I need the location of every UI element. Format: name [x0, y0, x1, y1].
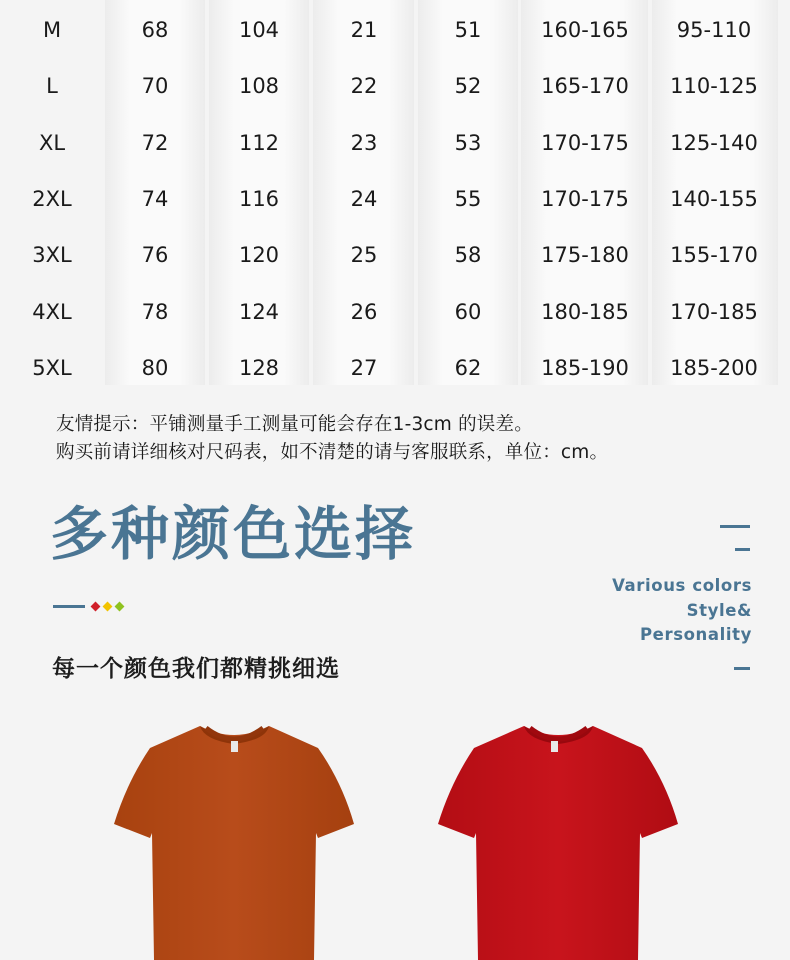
table-cell: 155-170 [670, 243, 758, 267]
table-cell: 24 [350, 187, 378, 211]
table-cell: 175-180 [541, 243, 629, 267]
table-cell: 21 [350, 18, 378, 42]
section-subtitle: 每一个颜色我们都精挑细选 [52, 656, 340, 682]
tagline-line-1: Various colors [612, 576, 752, 595]
table-cell: 55 [454, 187, 482, 211]
yellow-diamond-icon [103, 602, 113, 612]
table-cell: 62 [454, 356, 482, 380]
table-cell: 108 [238, 74, 280, 98]
table-cell: 74 [141, 187, 169, 211]
deco-line-top [720, 525, 750, 528]
tagline-line-2: Style& [686, 600, 752, 620]
table-cell: 110-125 [670, 74, 758, 98]
table-row [0, 10, 790, 50]
table-cell: 125-140 [670, 131, 758, 155]
red-tshirt [436, 718, 681, 960]
table-cell: 52 [454, 74, 482, 98]
table-row [0, 179, 790, 219]
table-cell: 128 [238, 356, 280, 380]
size-label: 5XL [32, 356, 72, 380]
table-row [0, 292, 790, 332]
table-cell: 68 [141, 18, 169, 42]
table-row [0, 235, 790, 275]
table-cell: 76 [141, 243, 169, 267]
note-line-1: 友情提示：平铺测量手工测量可能会存在1-3cm 的误差。 [56, 414, 533, 435]
table-cell: 104 [238, 18, 280, 42]
table-cell: 51 [454, 18, 482, 42]
note-line-2: 购买前请详细核对尺码表，如不清楚的请与客服联系，单位：cm。 [56, 442, 609, 463]
section-title: 多种颜色选择 [50, 500, 417, 568]
table-cell: 160-165 [541, 18, 629, 42]
measurement-note [56, 411, 608, 467]
table-cell: 70 [141, 74, 169, 98]
table-cell: 120 [238, 243, 280, 267]
english-tagline [612, 574, 752, 648]
table-cell: 22 [350, 74, 378, 98]
table-cell: 78 [141, 300, 169, 324]
table-row [0, 123, 790, 163]
size-label: 2XL [32, 187, 72, 211]
table-cell: 95-110 [676, 18, 752, 42]
table-cell: 140-155 [670, 187, 758, 211]
size-label: XL [38, 131, 66, 155]
table-cell: 112 [238, 131, 280, 155]
size-label: 3XL [32, 243, 72, 267]
size-label: 4XL [32, 300, 72, 324]
table-cell: 185-190 [541, 356, 629, 380]
table-cell: 124 [238, 300, 280, 324]
table-cell: 180-185 [541, 300, 629, 324]
table-cell: 165-170 [541, 74, 629, 98]
orange-tshirt [112, 718, 357, 960]
table-row [0, 348, 790, 388]
table-cell: 185-200 [670, 356, 758, 380]
table-cell: 53 [454, 131, 482, 155]
table-cell: 116 [238, 187, 280, 211]
tagline-line-3: Personality [639, 625, 752, 644]
deco-line-left [53, 605, 85, 608]
table-cell: 26 [350, 300, 378, 324]
red-diamond-icon [91, 602, 101, 612]
table-cell: 170-175 [541, 131, 629, 155]
deco-line-bottom [734, 667, 750, 670]
table-cell: 23 [350, 131, 378, 155]
size-label: L [46, 74, 58, 98]
table-cell: 27 [350, 356, 378, 380]
table-cell: 25 [350, 243, 378, 267]
table-row [0, 66, 790, 106]
table-cell: 60 [454, 300, 482, 324]
table-cell: 170-185 [670, 300, 758, 324]
deco-line-top-short [735, 548, 750, 551]
table-cell: 170-175 [541, 187, 629, 211]
green-diamond-icon [115, 602, 125, 612]
table-cell: 58 [454, 243, 482, 267]
size-label: M [42, 18, 62, 42]
table-cell: 80 [141, 356, 169, 380]
table-cell: 72 [141, 131, 169, 155]
size-table [0, 0, 790, 385]
